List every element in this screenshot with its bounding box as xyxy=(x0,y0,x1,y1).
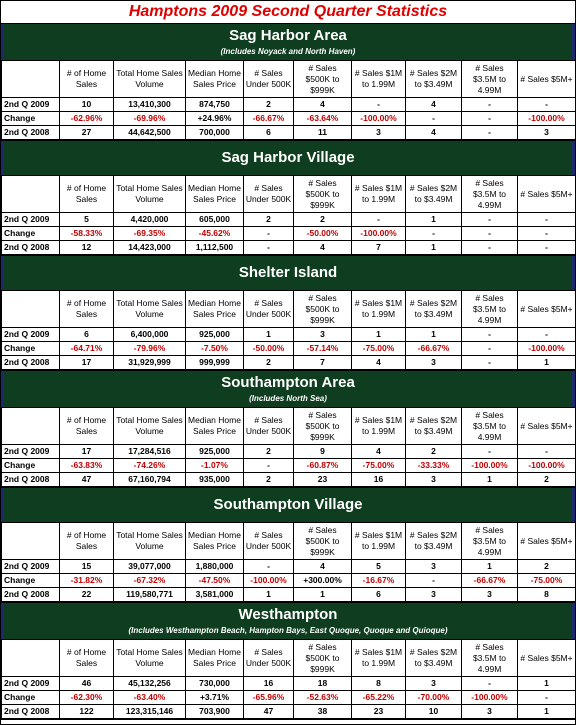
statistics-table xyxy=(1,290,576,370)
table-cell: 11 xyxy=(294,126,352,140)
column-header: # Sales $5M+ xyxy=(518,523,576,560)
table-cell: 2 xyxy=(294,213,352,227)
section-title: Westhampton xyxy=(238,606,338,623)
table-cell: 1,112,500 xyxy=(186,241,244,255)
table-cell: -70.00% xyxy=(406,691,462,705)
row-label: Change xyxy=(2,227,60,241)
table-cell: -69.96% xyxy=(114,112,186,126)
row-label: Change xyxy=(2,459,60,473)
table-cell: 1 xyxy=(244,328,294,342)
table-cell: -33.33% xyxy=(406,459,462,473)
table-cell: 10 xyxy=(60,98,114,112)
table-cell: -75.00% xyxy=(518,574,576,588)
section-header xyxy=(1,256,575,290)
table-cell: -63.64% xyxy=(294,112,352,126)
table-cell: 3 xyxy=(406,677,462,691)
table-cell: +3.71% xyxy=(186,691,244,705)
table-row xyxy=(2,356,576,370)
table-cell: 16 xyxy=(352,473,406,487)
table-cell: - xyxy=(462,356,518,370)
row-label: 2nd Q 2009 xyxy=(2,328,60,342)
table-cell: 44,642,500 xyxy=(114,126,186,140)
section-header xyxy=(1,603,575,639)
row-label: 2nd Q 2009 xyxy=(2,560,60,574)
table-cell: 31,929,999 xyxy=(114,356,186,370)
section-sag-harbor-area xyxy=(1,24,575,141)
table-row xyxy=(2,126,576,140)
table-cell: 22 xyxy=(60,588,114,602)
column-header xyxy=(2,523,60,560)
column-header: # Sales $2M to $3.49M xyxy=(406,408,462,445)
table-cell: 730,000 xyxy=(186,677,244,691)
column-header: Median Home Sales Price xyxy=(186,61,244,98)
table-cell: 6 xyxy=(352,588,406,602)
table-cell: - xyxy=(518,691,576,705)
table-cell: -75.00% xyxy=(352,459,406,473)
column-header: # Sales $1M to 1.99M xyxy=(352,61,406,98)
row-label: 2nd Q 2008 xyxy=(2,705,60,719)
table-cell: +300.00% xyxy=(294,574,352,588)
table-cell: -100.00% xyxy=(352,227,406,241)
section-header xyxy=(1,371,575,407)
column-header: # Sales $500K to $999K xyxy=(294,640,352,677)
column-header xyxy=(2,61,60,98)
section-title: Sag Harbor Area xyxy=(229,27,347,44)
column-header-row xyxy=(2,61,576,98)
table-cell: 1 xyxy=(518,705,576,719)
table-cell: 23 xyxy=(294,473,352,487)
column-header xyxy=(2,640,60,677)
table-cell: 2 xyxy=(244,98,294,112)
column-header: Median Home Sales Price xyxy=(186,176,244,213)
column-header: # Sales $3.5M to 4.99M xyxy=(462,176,518,213)
table-cell: -57.14% xyxy=(294,342,352,356)
table-row xyxy=(2,574,576,588)
column-header-row xyxy=(2,408,576,445)
table-cell: 925,000 xyxy=(186,445,244,459)
table-cell: 2 xyxy=(518,560,576,574)
table-cell: -100.00% xyxy=(244,574,294,588)
table-cell: -66.67% xyxy=(244,112,294,126)
column-header: # Sales $500K to $999K xyxy=(294,176,352,213)
table-cell: 703,900 xyxy=(186,705,244,719)
table-cell: 45,132,256 xyxy=(114,677,186,691)
table-cell: 6 xyxy=(244,126,294,140)
table-cell: 122 xyxy=(60,705,114,719)
column-header: # Sales Under 500K xyxy=(244,640,294,677)
section-header xyxy=(1,141,575,175)
column-header: # Sales $500K to $999K xyxy=(294,291,352,328)
column-header: # Sales Under 500K xyxy=(244,61,294,98)
table-cell: 2 xyxy=(244,356,294,370)
table-cell: 17 xyxy=(60,356,114,370)
column-header xyxy=(2,408,60,445)
table-cell: -100.00% xyxy=(462,459,518,473)
column-header: # Sales Under 500K xyxy=(244,291,294,328)
column-header: # Sales $2M to $3.49M xyxy=(406,176,462,213)
table-cell: 1 xyxy=(518,356,576,370)
table-cell: 39,077,000 xyxy=(114,560,186,574)
table-cell: - xyxy=(462,241,518,255)
table-cell: 4 xyxy=(294,560,352,574)
table-row xyxy=(2,691,576,705)
table-cell: -62.96% xyxy=(60,112,114,126)
column-header: # of Home Sales xyxy=(60,176,114,213)
column-header: # of Home Sales xyxy=(60,61,114,98)
table-cell: 999,999 xyxy=(186,356,244,370)
table-cell: - xyxy=(244,560,294,574)
column-header: Total Home Sales Volume xyxy=(114,176,186,213)
table-row xyxy=(2,459,576,473)
table-cell: 4 xyxy=(406,98,462,112)
table-cell: 67,160,794 xyxy=(114,473,186,487)
table-cell: - xyxy=(462,328,518,342)
table-cell: 4 xyxy=(352,356,406,370)
table-cell: - xyxy=(352,213,406,227)
table-cell: 27 xyxy=(60,126,114,140)
column-header: # Sales Under 500K xyxy=(244,176,294,213)
column-header-row xyxy=(2,523,576,560)
table-cell: 2 xyxy=(244,213,294,227)
column-header: Median Home Sales Price xyxy=(186,291,244,328)
table-cell: 4 xyxy=(406,126,462,140)
statistics-table xyxy=(1,407,576,487)
table-cell: - xyxy=(244,227,294,241)
table-row xyxy=(2,473,576,487)
table-cell: - xyxy=(462,677,518,691)
table-cell: - xyxy=(462,126,518,140)
column-header: # Sales $500K to $999K xyxy=(294,61,352,98)
table-cell: 4 xyxy=(294,98,352,112)
sections-container xyxy=(1,24,575,720)
table-cell: - xyxy=(518,241,576,255)
table-cell: 3 xyxy=(462,588,518,602)
table-row xyxy=(2,227,576,241)
table-cell: - xyxy=(244,459,294,473)
table-cell: - xyxy=(462,342,518,356)
table-cell: -7.50% xyxy=(186,342,244,356)
section-title: Southampton Village xyxy=(213,496,363,513)
table-cell: 6 xyxy=(60,328,114,342)
table-cell: -100.00% xyxy=(518,112,576,126)
table-cell: -100.00% xyxy=(352,112,406,126)
table-cell: 874,750 xyxy=(186,98,244,112)
row-label: 2nd Q 2009 xyxy=(2,98,60,112)
table-cell: -100.00% xyxy=(518,459,576,473)
table-cell: - xyxy=(406,227,462,241)
section-subtitle: (Includes North Sea) xyxy=(249,394,327,403)
column-header: # Sales $1M to 1.99M xyxy=(352,176,406,213)
column-header: # Sales $3.5M to 4.99M xyxy=(462,61,518,98)
table-cell: 123,315,146 xyxy=(114,705,186,719)
column-header: Total Home Sales Volume xyxy=(114,61,186,98)
column-header: # Sales $1M to 1.99M xyxy=(352,640,406,677)
table-cell: 15 xyxy=(60,560,114,574)
table-cell: 7 xyxy=(294,356,352,370)
column-header: Median Home Sales Price xyxy=(186,523,244,560)
table-cell: -62.30% xyxy=(60,691,114,705)
table-cell: -50.00% xyxy=(294,227,352,241)
table-cell: 935,000 xyxy=(186,473,244,487)
table-cell: - xyxy=(518,98,576,112)
table-cell: 3 xyxy=(406,588,462,602)
row-label: 2nd Q 2008 xyxy=(2,126,60,140)
table-cell: -65.96% xyxy=(244,691,294,705)
table-cell: -47.50% xyxy=(186,574,244,588)
table-cell: -66.67% xyxy=(406,342,462,356)
table-cell: 17,284,516 xyxy=(114,445,186,459)
column-header: # Sales $3.5M to 4.99M xyxy=(462,408,518,445)
statistics-table xyxy=(1,639,576,719)
table-cell: 1 xyxy=(406,328,462,342)
table-cell: +24.96% xyxy=(186,112,244,126)
table-cell: -65.22% xyxy=(352,691,406,705)
table-cell: -16.67% xyxy=(352,574,406,588)
table-cell: 1 xyxy=(462,473,518,487)
column-header: Total Home Sales Volume xyxy=(114,408,186,445)
table-cell: 23 xyxy=(352,705,406,719)
column-header: # Sales $5M+ xyxy=(518,176,576,213)
column-header: Median Home Sales Price xyxy=(186,408,244,445)
column-header: # Sales $500K to $999K xyxy=(294,523,352,560)
row-label: 2nd Q 2009 xyxy=(2,677,60,691)
table-row xyxy=(2,677,576,691)
row-label: Change xyxy=(2,112,60,126)
column-header: # Sales $3.5M to 4.99M xyxy=(462,523,518,560)
table-cell: 4 xyxy=(294,241,352,255)
table-cell: -52.63% xyxy=(294,691,352,705)
table-row xyxy=(2,213,576,227)
table-cell: -64.71% xyxy=(60,342,114,356)
section-title: Shelter Island xyxy=(238,264,338,281)
table-cell: 119,580,771 xyxy=(114,588,186,602)
table-cell: 4 xyxy=(352,445,406,459)
column-header: # of Home Sales xyxy=(60,523,114,560)
page-title: Hamptons 2009 Second Quarter Statistics xyxy=(1,1,575,24)
table-cell: 2 xyxy=(244,473,294,487)
table-cell: - xyxy=(352,98,406,112)
column-header: Total Home Sales Volume xyxy=(114,523,186,560)
section-title: Sag Harbor Village xyxy=(221,149,355,166)
column-header: Total Home Sales Volume xyxy=(114,640,186,677)
table-cell: - xyxy=(518,213,576,227)
table-cell: 3 xyxy=(294,328,352,342)
column-header: # Sales $2M to $3.49M xyxy=(406,291,462,328)
column-header: # Sales $1M to 1.99M xyxy=(352,408,406,445)
table-row xyxy=(2,328,576,342)
row-label: 2nd Q 2008 xyxy=(2,588,60,602)
table-row xyxy=(2,705,576,719)
section-southampton-area xyxy=(1,371,575,488)
column-header: Median Home Sales Price xyxy=(186,640,244,677)
table-cell: -31.82% xyxy=(60,574,114,588)
table-row xyxy=(2,98,576,112)
table-cell: - xyxy=(406,574,462,588)
column-header: # Sales $1M to 1.99M xyxy=(352,523,406,560)
section-shelter-island xyxy=(1,256,575,371)
table-cell: 925,000 xyxy=(186,328,244,342)
section-subtitle: (Includes Noyack and North Haven) xyxy=(220,47,356,56)
column-header: # Sales $5M+ xyxy=(518,291,576,328)
section-header xyxy=(1,488,575,522)
column-header: # Sales $1M to 1.99M xyxy=(352,291,406,328)
section-westhampton xyxy=(1,603,575,720)
column-header: # Sales Under 500K xyxy=(244,523,294,560)
table-cell: - xyxy=(518,227,576,241)
section-subtitle: (Includes Westhampton Beach, Hampton Bays, East Quoque, Quoque and Quioque) xyxy=(128,626,448,635)
row-label: Change xyxy=(2,691,60,705)
table-cell: 3 xyxy=(406,473,462,487)
table-cell: -75.00% xyxy=(352,342,406,356)
table-cell: -1.07% xyxy=(186,459,244,473)
table-cell: 4,420,000 xyxy=(114,213,186,227)
column-header: # of Home Sales xyxy=(60,408,114,445)
table-cell: 17 xyxy=(60,445,114,459)
column-header: # of Home Sales xyxy=(60,291,114,328)
table-row xyxy=(2,112,576,126)
column-header: # Sales $2M to $3.49M xyxy=(406,61,462,98)
table-cell: -66.67% xyxy=(462,574,518,588)
table-cell: - xyxy=(518,328,576,342)
section-southampton-village xyxy=(1,488,575,603)
table-cell: -100.00% xyxy=(518,342,576,356)
table-row xyxy=(2,588,576,602)
column-header xyxy=(2,176,60,213)
column-header: # Sales $5M+ xyxy=(518,640,576,677)
table-cell: 47 xyxy=(244,705,294,719)
column-header: Total Home Sales Volume xyxy=(114,291,186,328)
table-cell: - xyxy=(462,213,518,227)
statistics-table xyxy=(1,175,576,255)
table-cell: -50.00% xyxy=(244,342,294,356)
row-label: 2nd Q 2009 xyxy=(2,213,60,227)
table-row xyxy=(2,560,576,574)
table-cell: -45.62% xyxy=(186,227,244,241)
column-header: # Sales $5M+ xyxy=(518,61,576,98)
table-row xyxy=(2,241,576,255)
column-header: # Sales Under 500K xyxy=(244,408,294,445)
table-cell: 700,000 xyxy=(186,126,244,140)
table-cell: 1 xyxy=(352,328,406,342)
table-cell: - xyxy=(518,445,576,459)
table-cell: - xyxy=(462,98,518,112)
column-header: # of Home Sales xyxy=(60,640,114,677)
table-cell: 7 xyxy=(352,241,406,255)
row-label: 2nd Q 2009 xyxy=(2,445,60,459)
column-header xyxy=(2,291,60,328)
table-cell: -63.40% xyxy=(114,691,186,705)
row-label: 2nd Q 2008 xyxy=(2,473,60,487)
table-cell: 18 xyxy=(294,677,352,691)
section-title: Southampton Area xyxy=(221,374,355,391)
statistics-table xyxy=(1,60,576,140)
table-cell: -79.96% xyxy=(114,342,186,356)
table-cell: 1 xyxy=(518,677,576,691)
table-cell: 6,400,000 xyxy=(114,328,186,342)
table-cell: - xyxy=(244,241,294,255)
table-cell: 3 xyxy=(406,560,462,574)
column-header: # Sales $5M+ xyxy=(518,408,576,445)
table-cell: - xyxy=(462,227,518,241)
row-label: Change xyxy=(2,574,60,588)
table-cell: 3 xyxy=(406,356,462,370)
table-cell: 46 xyxy=(60,677,114,691)
table-cell: 38 xyxy=(294,705,352,719)
table-cell: - xyxy=(406,112,462,126)
table-cell: 3 xyxy=(352,126,406,140)
table-cell: -100.00% xyxy=(462,691,518,705)
table-cell: 1,880,000 xyxy=(186,560,244,574)
table-cell: 1 xyxy=(244,588,294,602)
table-cell: 2 xyxy=(518,473,576,487)
column-header: # Sales $3.5M to 4.99M xyxy=(462,291,518,328)
table-cell: 2 xyxy=(244,445,294,459)
table-cell: 5 xyxy=(60,213,114,227)
column-header: # Sales $3.5M to 4.99M xyxy=(462,640,518,677)
table-cell: -60.87% xyxy=(294,459,352,473)
table-cell: 16 xyxy=(244,677,294,691)
row-label: Change xyxy=(2,342,60,356)
section-header xyxy=(1,24,575,60)
column-header: # Sales $500K to $999K xyxy=(294,408,352,445)
column-header: # Sales $2M to $3.49M xyxy=(406,523,462,560)
table-cell: 5 xyxy=(352,560,406,574)
table-cell: -69.35% xyxy=(114,227,186,241)
table-cell: 47 xyxy=(60,473,114,487)
table-cell: 8 xyxy=(352,677,406,691)
section-sag-harbor-village xyxy=(1,141,575,256)
column-header-row xyxy=(2,640,576,677)
table-cell: -63.83% xyxy=(60,459,114,473)
table-cell: 1 xyxy=(406,213,462,227)
table-cell: 3 xyxy=(462,705,518,719)
table-cell: -67.32% xyxy=(114,574,186,588)
table-cell: 1 xyxy=(406,241,462,255)
table-row xyxy=(2,342,576,356)
table-cell: - xyxy=(462,112,518,126)
table-cell: 14,423,000 xyxy=(114,241,186,255)
table-cell: 3,581,000 xyxy=(186,588,244,602)
table-cell: 605,000 xyxy=(186,213,244,227)
table-cell: 9 xyxy=(294,445,352,459)
table-cell: -58.33% xyxy=(60,227,114,241)
table-cell: 1 xyxy=(462,560,518,574)
table-row xyxy=(2,445,576,459)
column-header-row xyxy=(2,291,576,328)
statistics-table xyxy=(1,522,576,602)
row-label: 2nd Q 2008 xyxy=(2,356,60,370)
table-cell: 8 xyxy=(518,588,576,602)
table-cell: 12 xyxy=(60,241,114,255)
table-cell: -74.26% xyxy=(114,459,186,473)
table-cell: 10 xyxy=(406,705,462,719)
table-cell: - xyxy=(462,445,518,459)
table-cell: 2 xyxy=(406,445,462,459)
row-label: 2nd Q 2008 xyxy=(2,241,60,255)
table-cell: 1 xyxy=(294,588,352,602)
table-cell: 3 xyxy=(518,126,576,140)
table-cell: 13,410,300 xyxy=(114,98,186,112)
column-header-row xyxy=(2,176,576,213)
column-header: # Sales $2M to $3.49M xyxy=(406,640,462,677)
